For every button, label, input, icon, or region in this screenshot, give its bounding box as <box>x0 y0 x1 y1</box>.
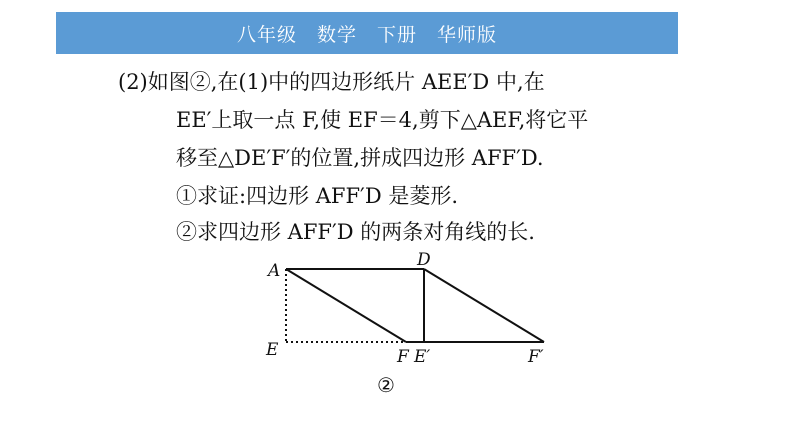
segment-af <box>286 269 406 342</box>
problem-line-1: (2)如图②,在(1)中的四边形纸片 AEE′D 中,在 <box>118 70 545 94</box>
segment-df-prime <box>424 269 544 342</box>
label-point-f: F <box>397 347 409 367</box>
problem-line-3: 移至△DE′F′的位置,拼成四边形 AFF′D. <box>176 146 544 170</box>
label-point-f-prime: F′ <box>528 347 544 367</box>
label-point-a: A <box>268 261 281 281</box>
label-point-e: E <box>266 340 279 360</box>
problem-line-5: ②求四边形 AFF′D 的两条对角线的长. <box>176 220 535 244</box>
label-point-d: D <box>417 250 431 270</box>
header-title: 八年级 数学 下册 华师版 <box>236 23 497 46</box>
figure-caption: ② <box>377 373 395 397</box>
problem-line-4: ①求证:四边形 AFF′D 是菱形. <box>176 184 459 208</box>
label-point-e-prime: E′ <box>414 347 431 367</box>
problem-line-2: EE′上取一点 F,使 EF＝4,剪下△AEF,将它平 <box>176 108 589 132</box>
